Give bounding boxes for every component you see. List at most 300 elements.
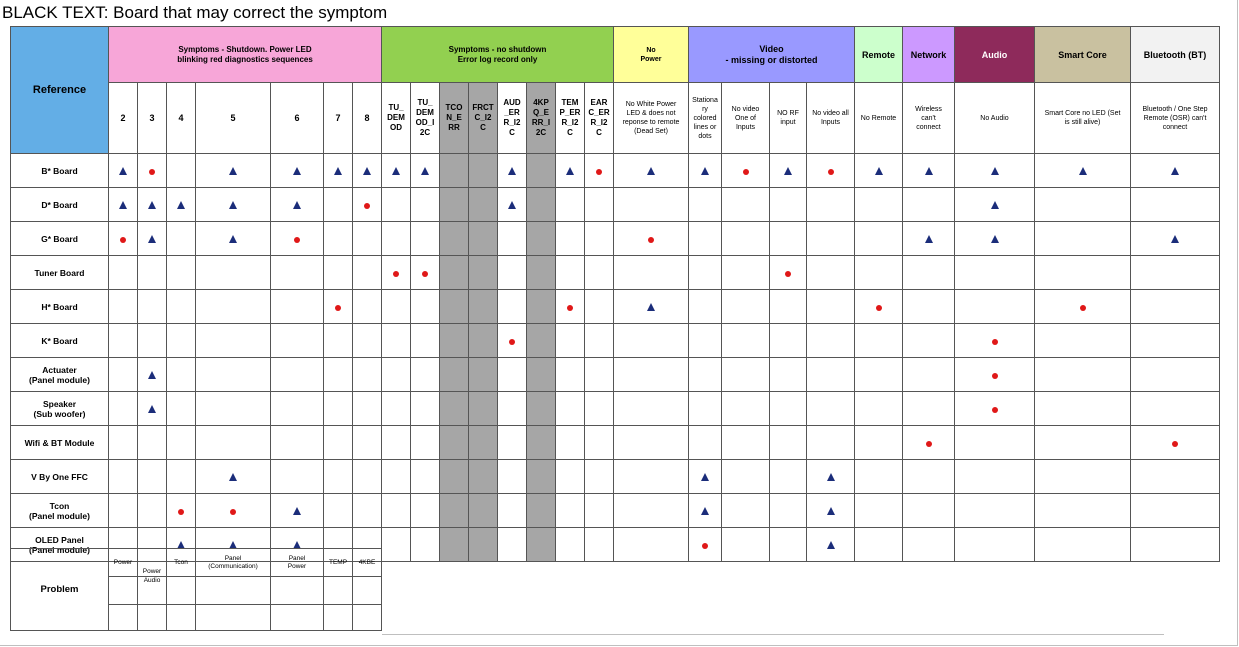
- cell-no_white_led: [614, 324, 689, 358]
- cell-earc_err_i2c: [585, 392, 614, 426]
- cell-wireless: [903, 256, 955, 290]
- cell-wireless: [903, 188, 955, 222]
- cell-tu_demod: [382, 290, 411, 324]
- cell-no_remote: [855, 222, 903, 256]
- cell-aud_err_i2c: [498, 324, 527, 358]
- cell-novideo_all: [807, 290, 855, 324]
- video-header-line2: - missing or distorted: [725, 54, 818, 65]
- column-header-bt_remote-line: Bluetooth / One Step: [1142, 105, 1208, 113]
- cell-tu_demod: [382, 324, 411, 358]
- cell-c8: [353, 256, 382, 290]
- cell-no_rf: [770, 528, 807, 562]
- column-header-4kpq_err_i2c-line: 4KP: [533, 98, 549, 107]
- triangle-marker-icon: [647, 303, 655, 311]
- column-header-no_rf-line: NO RF: [777, 110, 799, 117]
- column-header-smartcore_led-line: Smart Core no LED (Set: [1044, 110, 1121, 117]
- video-header-line1: Video: [759, 43, 784, 54]
- cell-c4: [167, 154, 196, 188]
- cell-frctc_i2c: [469, 426, 498, 460]
- cell-no_audio: [955, 494, 1035, 528]
- row-label-line: D* Board: [41, 199, 78, 210]
- column-header-novideo_all: [807, 83, 855, 154]
- cell-c7: [324, 324, 353, 358]
- column-header-tu_demod_i2c-line: 2C: [419, 128, 431, 137]
- cell-c3: [138, 426, 167, 460]
- cell-no_remote: [855, 358, 903, 392]
- cell-temp_err_i2c: [556, 358, 585, 392]
- table-row: [11, 494, 1220, 528]
- cell-aud_err_i2c: [498, 392, 527, 426]
- triangle-marker-icon: [229, 167, 237, 175]
- cell-smartcore_led: [1035, 290, 1131, 324]
- problem-value-power-top: [138, 549, 167, 577]
- shutdown-group-header: [109, 27, 382, 83]
- column-header-frctc_i2c: [469, 83, 498, 154]
- cell-c5: [196, 358, 271, 392]
- triangle-marker-icon: [334, 167, 342, 175]
- cell-no_rf: [770, 358, 807, 392]
- column-header-temp_err_i2c-line: R_I2: [561, 118, 579, 127]
- column-header-stationary-line: colored: [693, 114, 717, 122]
- triangle-marker-icon: [701, 473, 709, 481]
- cell-stationary: [689, 358, 722, 392]
- triangle-marker-icon: [701, 507, 709, 515]
- bottom-rule: [382, 634, 1164, 635]
- triangle-marker-icon: [566, 167, 574, 175]
- row-label-line: OLED Panel: [35, 534, 84, 545]
- cell-4kpq_err_i2c: [527, 324, 556, 358]
- column-header-earc_err_i2c-line: C: [596, 128, 602, 137]
- cell-c6: [271, 324, 324, 358]
- cell-c3: [138, 358, 167, 392]
- row-label: [11, 358, 109, 392]
- cell-c8: [353, 426, 382, 460]
- cell-no_white_led: [614, 256, 689, 290]
- cell-c8: [353, 222, 382, 256]
- cell-tu_demod_i2c: [411, 290, 440, 324]
- cell-novideo_one: [722, 460, 770, 494]
- noshutdown-header-line2: Error log record only: [457, 54, 538, 64]
- column-header-novideo_one-line: No video: [731, 105, 760, 113]
- cell-tu_demod_i2c: [411, 358, 440, 392]
- cell-c6: [271, 222, 324, 256]
- cell-novideo_one: [722, 494, 770, 528]
- dot-marker-icon: [178, 509, 184, 515]
- cell-c3: [138, 188, 167, 222]
- cell-tu_demod: [382, 528, 411, 562]
- cell-stationary: [689, 154, 722, 188]
- cell-c5: [196, 494, 271, 528]
- column-header-stationary: [689, 83, 722, 154]
- problem-empty: [167, 577, 196, 605]
- column-header-wireless-line: connect: [916, 123, 941, 131]
- cell-novideo_one: [722, 188, 770, 222]
- dot-marker-icon: [364, 203, 370, 209]
- cell-c2: [109, 188, 138, 222]
- cell-no_audio: [955, 392, 1035, 426]
- cell-c4: [167, 324, 196, 358]
- cell-tu_demod_i2c: [411, 426, 440, 460]
- row-label: [11, 154, 109, 188]
- cell-bt_remote: [1131, 222, 1220, 256]
- cell-c8: [353, 392, 382, 426]
- problem-value-panel-power: [271, 549, 324, 577]
- cell-bt_remote: [1131, 426, 1220, 460]
- cell-earc_err_i2c: [585, 426, 614, 460]
- row-label-line: (Sub woofer): [33, 408, 86, 419]
- cell-wireless: [903, 290, 955, 324]
- triangle-marker-icon: [875, 167, 883, 175]
- problem-value-line: (Communication): [208, 562, 258, 570]
- cell-wireless: [903, 222, 955, 256]
- cell-4kpq_err_i2c: [527, 528, 556, 562]
- problem-empty: [353, 577, 382, 605]
- cell-tcon_err: [440, 358, 469, 392]
- cell-no_remote: [855, 324, 903, 358]
- cell-stationary: [689, 188, 722, 222]
- column-header-no_rf-line: input: [780, 119, 796, 126]
- cell-bt_remote: [1131, 256, 1220, 290]
- column-header-temp_err_i2c-line: TEM: [561, 98, 579, 107]
- cell-wireless: [903, 392, 955, 426]
- cell-no_rf: [770, 460, 807, 494]
- problem-value-line: Power: [287, 562, 307, 570]
- column-header-no_remote: [855, 83, 903, 154]
- cell-smartcore_led: [1035, 188, 1131, 222]
- column-header-no_remote-line: No Remote: [860, 114, 897, 122]
- column-header-4kpq_err_i2c: [527, 83, 556, 154]
- cell-novideo_all: [807, 528, 855, 562]
- column-header-wireless: [903, 83, 955, 154]
- column-header-no_audio: [955, 83, 1035, 154]
- column-header-c3: [138, 83, 167, 154]
- cell-no_rf: [770, 256, 807, 290]
- column-header-aud_err_i2c: [498, 83, 527, 154]
- cell-c4: [167, 256, 196, 290]
- cell-no_white_led: [614, 358, 689, 392]
- row-label: [11, 426, 109, 460]
- cell-c3: [138, 460, 167, 494]
- problem-table: [10, 548, 382, 631]
- cell-c2: [109, 256, 138, 290]
- cell-c6: [271, 256, 324, 290]
- triangle-marker-icon: [925, 167, 933, 175]
- triangle-marker-icon: [925, 235, 933, 243]
- cell-c3: [138, 324, 167, 358]
- cell-c5: [196, 222, 271, 256]
- column-header-stationary-line: dots: [698, 132, 712, 140]
- cell-no_white_led: [614, 290, 689, 324]
- cell-no_rf: [770, 494, 807, 528]
- cell-novideo_one: [722, 426, 770, 460]
- dot-marker-icon: [335, 305, 341, 311]
- cell-no_white_led: [614, 528, 689, 562]
- cell-wireless: [903, 154, 955, 188]
- cell-c5: [196, 154, 271, 188]
- cell-4kpq_err_i2c: [527, 154, 556, 188]
- triangle-marker-icon: [701, 167, 709, 175]
- cell-c8: [353, 494, 382, 528]
- video-group-header: [689, 27, 855, 83]
- column-header-c4-line: 4: [178, 113, 184, 123]
- cell-bt_remote: [1131, 188, 1220, 222]
- cell-no_white_led: [614, 188, 689, 222]
- cell-no_rf: [770, 324, 807, 358]
- triangle-marker-icon: [148, 201, 156, 209]
- cell-c5: [196, 324, 271, 358]
- cell-no_remote: [855, 188, 903, 222]
- shutdown-header-line2: blinking red diagnostics sequences: [177, 54, 313, 64]
- bluetooth-group-header: Bluetooth (BT): [1131, 27, 1220, 83]
- triangle-marker-icon: [508, 201, 516, 209]
- column-header-wireless-line: can't: [921, 114, 936, 122]
- cell-temp_err_i2c: [556, 528, 585, 562]
- cell-temp_err_i2c: [556, 392, 585, 426]
- cell-temp_err_i2c: [556, 188, 585, 222]
- column-header-aud_err_i2c-line: R_I2: [503, 118, 521, 127]
- dot-marker-icon: [992, 339, 998, 345]
- cell-stationary: [689, 494, 722, 528]
- cell-c8: [353, 290, 382, 324]
- triangle-marker-icon: [148, 371, 156, 379]
- problem-value-line: Tcon: [174, 558, 188, 566]
- cell-no_remote: [855, 426, 903, 460]
- cell-no_white_led: [614, 154, 689, 188]
- cell-tu_demod_i2c: [411, 494, 440, 528]
- cell-no_remote: [855, 528, 903, 562]
- cell-c2: [109, 222, 138, 256]
- column-header-tcon_err-line: TCO: [445, 103, 463, 112]
- cell-tu_demod: [382, 460, 411, 494]
- cell-c8: [353, 358, 382, 392]
- cell-c3: [138, 222, 167, 256]
- cell-4kpq_err_i2c: [527, 392, 556, 426]
- triangle-marker-icon: [508, 167, 516, 175]
- cell-tcon_err: [440, 494, 469, 528]
- table-row: [11, 392, 1220, 426]
- column-header-smartcore_led: [1035, 83, 1131, 154]
- column-header-temp_err_i2c-line: P_ER: [559, 108, 581, 117]
- column-header-smartcore_led-line: is still alive): [1064, 119, 1101, 126]
- cell-earc_err_i2c: [585, 324, 614, 358]
- cell-bt_remote: [1131, 358, 1220, 392]
- cell-c4: [167, 290, 196, 324]
- problem-empty: [196, 577, 271, 605]
- column-header-c7: [324, 83, 353, 154]
- problem-empty: [109, 577, 138, 605]
- cell-c2: [109, 460, 138, 494]
- cell-no_rf: [770, 154, 807, 188]
- cell-c7: [324, 494, 353, 528]
- cell-novideo_one: [722, 324, 770, 358]
- cell-novideo_one: [722, 222, 770, 256]
- cell-no_audio: [955, 358, 1035, 392]
- cell-c2: [109, 426, 138, 460]
- table-row: [11, 222, 1220, 256]
- cell-earc_err_i2c: [585, 154, 614, 188]
- column-header-bt_remote: [1131, 83, 1220, 154]
- cell-c8: [353, 324, 382, 358]
- cell-tu_demod: [382, 426, 411, 460]
- cell-c6: [271, 460, 324, 494]
- problem-empty: [167, 605, 196, 631]
- table-row: [11, 460, 1220, 494]
- cell-c5: [196, 392, 271, 426]
- cell-c4: [167, 392, 196, 426]
- cell-c8: [353, 188, 382, 222]
- cell-bt_remote: [1131, 494, 1220, 528]
- cell-no_white_led: [614, 460, 689, 494]
- triangle-marker-icon: [784, 167, 792, 175]
- row-label: [11, 188, 109, 222]
- cell-stationary: [689, 460, 722, 494]
- cell-tcon_err: [440, 188, 469, 222]
- cell-stationary: [689, 290, 722, 324]
- problem-empty: [138, 605, 167, 631]
- cell-no_audio: [955, 528, 1035, 562]
- cell-earc_err_i2c: [585, 358, 614, 392]
- table-row: [11, 154, 1220, 188]
- cell-c4: [167, 460, 196, 494]
- triangle-marker-icon: [827, 507, 835, 515]
- problem-empty: [353, 605, 382, 631]
- cell-no_rf: [770, 222, 807, 256]
- column-header-frctc_i2c-line: C: [480, 123, 486, 132]
- cell-tu_demod_i2c: [411, 154, 440, 188]
- nopower-header-line2: Power: [640, 55, 662, 63]
- cell-tu_demod: [382, 154, 411, 188]
- cell-c6: [271, 290, 324, 324]
- cell-c2: [109, 494, 138, 528]
- column-header-c3-line: 3: [149, 113, 155, 123]
- column-header-no_white_led-line: LED & does not: [626, 110, 676, 117]
- cell-c2: [109, 290, 138, 324]
- triangle-marker-icon: [991, 235, 999, 243]
- problem-value-line: TEMP: [328, 558, 348, 566]
- cell-tcon_err: [440, 290, 469, 324]
- column-header-aud_err_i2c-line: _ER: [504, 108, 520, 117]
- cell-c7: [324, 460, 353, 494]
- remote-group-header: Remote: [855, 27, 903, 83]
- cell-no_remote: [855, 256, 903, 290]
- nopower-header-line1: No: [646, 46, 656, 54]
- cell-tu_demod_i2c: [411, 256, 440, 290]
- column-header-novideo_one-line: Inputs: [735, 123, 756, 131]
- triangle-marker-icon: [1171, 167, 1179, 175]
- cell-smartcore_led: [1035, 426, 1131, 460]
- triangle-marker-icon: [229, 201, 237, 209]
- cell-4kpq_err_i2c: [527, 358, 556, 392]
- column-header-tcon_err: [440, 83, 469, 154]
- cell-bt_remote: [1131, 324, 1220, 358]
- problem-value-line: Power: [113, 558, 133, 566]
- column-header-no_white_led: [614, 83, 689, 154]
- cell-tu_demod: [382, 494, 411, 528]
- cell-smartcore_led: [1035, 256, 1131, 290]
- cell-frctc_i2c: [469, 222, 498, 256]
- column-header-c5-line: 5: [230, 113, 236, 123]
- cell-earc_err_i2c: [585, 256, 614, 290]
- column-header-novideo_one-line: One of: [734, 114, 756, 122]
- problem-empty: [196, 605, 271, 631]
- cell-tu_demod_i2c: [411, 460, 440, 494]
- cell-4kpq_err_i2c: [527, 222, 556, 256]
- column-header-c2: [109, 83, 138, 154]
- matrix-body: [11, 154, 1220, 562]
- column-header-earc_err_i2c: [585, 83, 614, 154]
- cell-tu_demod_i2c: [411, 528, 440, 562]
- cell-no_white_led: [614, 426, 689, 460]
- cell-4kpq_err_i2c: [527, 256, 556, 290]
- dot-marker-icon: [648, 237, 654, 243]
- cell-aud_err_i2c: [498, 188, 527, 222]
- problem-empty: [271, 605, 324, 631]
- row-label-line: Tuner Board: [34, 267, 85, 278]
- problem-value-line: Panel: [224, 554, 242, 562]
- reference-header: Reference: [11, 27, 109, 154]
- column-header-novideo_one: [722, 83, 770, 154]
- triangle-marker-icon: [119, 167, 127, 175]
- cell-novideo_one: [722, 256, 770, 290]
- cell-tcon_err: [440, 392, 469, 426]
- triangle-marker-icon: [827, 541, 835, 549]
- column-header-temp_err_i2c-line: C: [567, 128, 573, 137]
- cell-no_rf: [770, 290, 807, 324]
- column-header-4kpq_err_i2c-line: RR_I: [531, 118, 551, 127]
- cell-no_audio: [955, 290, 1035, 324]
- column-header-c6-line: 6: [294, 113, 300, 123]
- column-header-no_audio-line: No Audio: [980, 114, 1009, 122]
- problem-empty: [271, 577, 324, 605]
- column-header-c4: [167, 83, 196, 154]
- row-label: [11, 494, 109, 528]
- problem-row-top: [11, 549, 382, 577]
- column-header-earc_err_i2c-line: R_I2: [590, 118, 608, 127]
- triangle-marker-icon: [293, 201, 301, 209]
- row-label-line: H* Board: [41, 301, 78, 312]
- row-label-line: (Panel module): [29, 544, 90, 555]
- triangle-marker-icon: [392, 167, 400, 175]
- dot-marker-icon: [294, 237, 300, 243]
- cell-no_remote: [855, 460, 903, 494]
- cell-c5: [196, 460, 271, 494]
- triangle-marker-icon: [293, 167, 301, 175]
- dot-marker-icon: [422, 271, 428, 277]
- triangle-marker-icon: [1171, 235, 1179, 243]
- cell-c4: [167, 358, 196, 392]
- cell-wireless: [903, 528, 955, 562]
- triangle-marker-icon: [148, 235, 156, 243]
- cell-tu_demod: [382, 222, 411, 256]
- dot-marker-icon: [567, 305, 573, 311]
- column-header-tu_demod_i2c: [411, 83, 440, 154]
- cell-temp_err_i2c: [556, 494, 585, 528]
- cell-earc_err_i2c: [585, 290, 614, 324]
- cell-c2: [109, 392, 138, 426]
- column-header-stationary-line: ry: [702, 105, 708, 113]
- cell-aud_err_i2c: [498, 154, 527, 188]
- triangle-marker-icon: [1079, 167, 1087, 175]
- cell-frctc_i2c: [469, 188, 498, 222]
- matrix-header: [11, 27, 1220, 154]
- cell-no_audio: [955, 460, 1035, 494]
- triangle-marker-icon: [229, 473, 237, 481]
- cell-bt_remote: [1131, 154, 1220, 188]
- cell-no_audio: [955, 324, 1035, 358]
- dot-marker-icon: [120, 237, 126, 243]
- column-header-c8: [353, 83, 382, 154]
- cell-smartcore_led: [1035, 222, 1131, 256]
